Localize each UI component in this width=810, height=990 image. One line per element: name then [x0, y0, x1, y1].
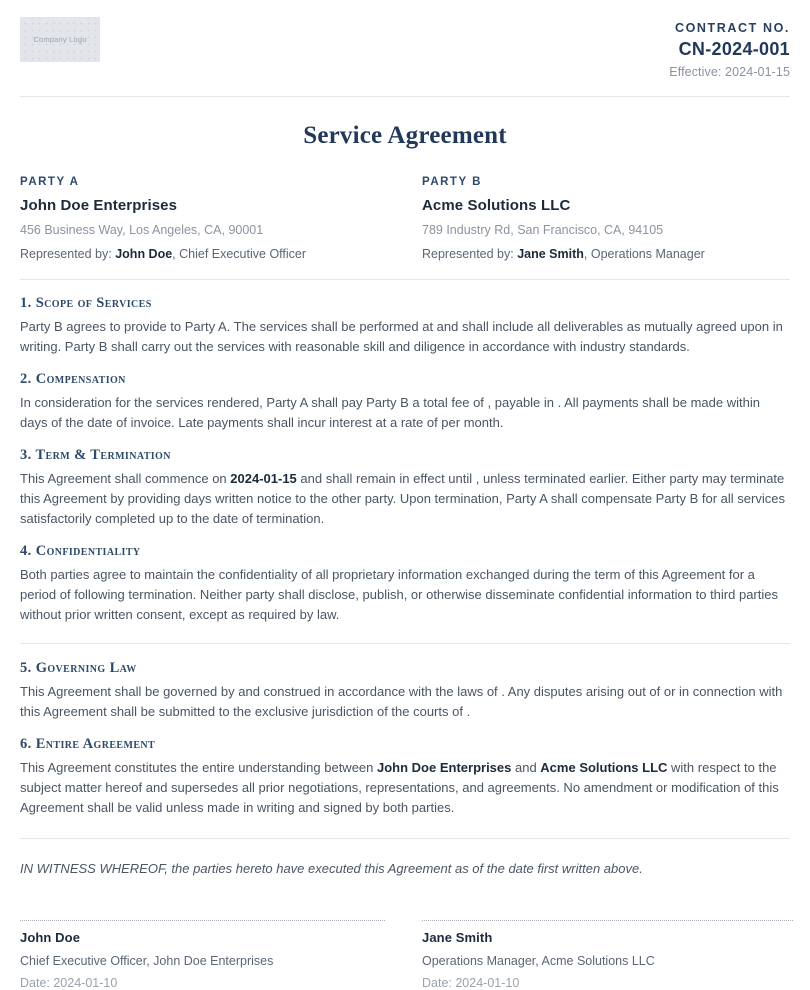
party-b-name-inline: Acme Solutions LLC: [540, 760, 668, 776]
party-b-representative: [422, 247, 790, 261]
clause-title: 5. Governing Law: [20, 660, 137, 677]
contract-meta: [669, 17, 790, 79]
signature-block-party-b: [405, 920, 790, 990]
signature-block-party-a: [20, 920, 405, 990]
clause-body: [20, 393, 790, 433]
clause-text: with respect to the subject matter hereof and supersedes all prior negotiations, representations, and agreements. No amendment or modification of this Agreement shall be valid unless made in writing and signed by both parties.: [20, 760, 779, 816]
clauses-group-one: [20, 295, 790, 625]
signatory-date: Date: 2024-01-10: [422, 976, 520, 990]
document-header: [20, 0, 790, 79]
signatory-name: Jane Smith: [422, 930, 493, 946]
effective-date: Effective: 2024-01-15: [669, 65, 790, 80]
witness-clause: IN WITNESS WHEREOF, the parties hereto have executed this Agreement as of the date first written above.: [20, 861, 643, 877]
clause-text: Both parties agree to maintain the confidentiality of all proprietary information exchanged during the term of this Agreement for a period of following termination. Neither party shall disclose, publish, or otherwise disseminate confidential information to third parties without prior written consent, except as required by law.: [20, 567, 778, 623]
party-b-address: 789 Industry Rd, San Francisco, CA, 94105: [422, 223, 664, 238]
party-b-label: PARTY B: [422, 176, 482, 189]
contract-number-label: CONTRACT NO.: [674, 21, 790, 35]
page-title: Service Agreement: [303, 122, 507, 150]
party-a-name: John Doe Enterprises: [20, 197, 178, 215]
signature-line[interactable]: [20, 920, 385, 921]
clause-compensation: [20, 371, 790, 433]
signature-section: [20, 920, 790, 990]
clause-title: 3. Term & Termination: [20, 447, 171, 464]
witness-divider: [20, 838, 790, 839]
party-a-rep-title: , Chief Executive Officer: [172, 247, 307, 262]
clause-governing-law: [20, 660, 790, 722]
clause-text: This Agreement constitutes the entire understanding between: [20, 760, 377, 776]
signature-line[interactable]: [422, 920, 793, 921]
signatory-name: John Doe: [20, 930, 81, 946]
clause-body: [20, 565, 790, 625]
clause-term-and-termination: [20, 447, 790, 529]
clause-body: [20, 758, 790, 818]
clauses-divider: [20, 643, 790, 644]
party-a-rep-name: John Doe: [115, 247, 173, 262]
party-a-name-inline: John Doe Enterprises: [377, 760, 512, 776]
clause-title: 4. Confidentiality: [20, 543, 141, 560]
party-b-rep-prefix: Represented by:: [422, 247, 514, 262]
party-a-rep-prefix: Represented by:: [20, 247, 112, 262]
clause-text: and: [511, 760, 541, 776]
party-a-label: PARTY A: [20, 176, 80, 189]
company-logo-placeholder: [20, 17, 100, 62]
company-logo-label: Company Logo: [33, 35, 87, 44]
commencement-date: 2024-01-15: [230, 471, 297, 487]
parties-divider: [20, 279, 790, 280]
signatory-role: Chief Executive Officer, John Doe Enterprises: [20, 954, 274, 969]
clause-body: [20, 317, 790, 357]
party-a-block: [20, 176, 405, 261]
party-a-address: 456 Business Way, Los Angeles, CA, 90001: [20, 223, 264, 238]
header-divider: [20, 96, 790, 97]
clause-text: This Agreement shall commence on: [20, 471, 231, 487]
clauses-group-two: [20, 660, 790, 818]
contract-number-value: CN-2024-001: [678, 39, 790, 60]
clause-confidentiality: [20, 543, 790, 625]
party-b-block: [405, 176, 790, 261]
signatory-date: Date: 2024-01-10: [20, 976, 118, 990]
clause-text: In consideration for the services rendered, Party A shall pay Party B a total fee of , payable in . All payments shall be made within days of the date of invoice. Late payments shall incur interest at a rate of per month.: [20, 395, 760, 431]
clause-title: 6. Entire Agreement: [20, 736, 156, 753]
clause-body: [20, 469, 790, 529]
parties-section: [20, 176, 790, 261]
signatory-role: Operations Manager, Acme Solutions LLC: [422, 954, 655, 969]
party-b-name: Acme Solutions LLC: [422, 197, 571, 215]
clause-title: 1. Scope of Services: [20, 295, 152, 312]
party-a-representative: [20, 247, 405, 261]
clause-title: 2. Compensation: [20, 371, 126, 388]
clause-body: [20, 682, 790, 722]
party-b-rep-name: Jane Smith: [517, 247, 584, 262]
clause-entire-agreement: [20, 736, 790, 818]
party-b-rep-title: , Operations Manager: [583, 247, 705, 262]
clause-text: Party B agrees to provide to Party A. The services shall be performed at and shall include all deliverables as mutually agreed upon in writing. Party B shall carry out the services with reasonable skill and diligence in accordance with industry standards.: [20, 319, 783, 355]
clause-text: and shall remain in effect until , unless terminated earlier. Either party may terminate this Agreement by providing days written notice to the other party. Upon termination, Party A shall compensate Party B for all services satisfactorily completed up to the date of termination.: [20, 471, 785, 527]
clause-scope-of-services: [20, 295, 790, 357]
clause-text: This Agreement shall be governed by and construed in accordance with the laws of . Any disputes arising out of or in connection with this Agreement shall be submitted to the exclusive jurisdiction of the courts of .: [20, 684, 783, 720]
